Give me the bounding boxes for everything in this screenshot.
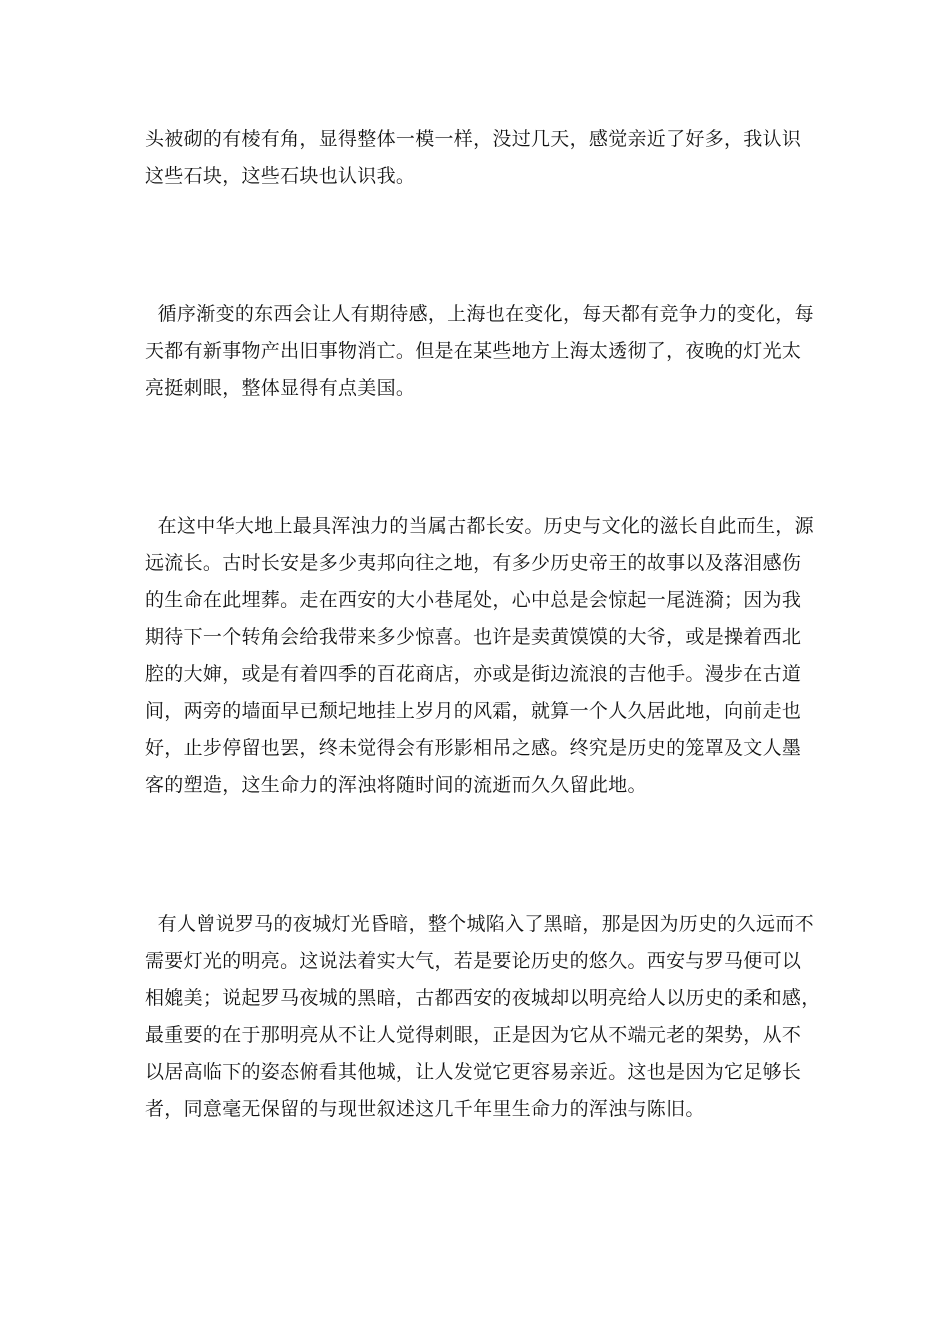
paragraph-2 (145, 296, 814, 407)
text-line: 远流长。古时长安是多少夷邦向往之地，有多少历史帝王的故事以及落泪感伤 (145, 552, 802, 574)
text-line: 这些石块，这些石块也认识我。 (145, 165, 416, 187)
paragraph-3 (145, 508, 814, 804)
text-line: 有人曾说罗马的夜城灯光昏暗，整个城陷入了黑暗，那是因为历史的久远而不 (145, 913, 814, 935)
text-line: 循序渐变的东西会让人有期待感，上海也在变化，每天都有竞争力的变化，每 (145, 303, 814, 325)
text-line: 好，止步停留也罢，终未觉得会有形影相吊之感。终究是历史的笼罩及文人墨 (145, 737, 802, 759)
text-line: 天都有新事物产出旧事物消亡。但是在某些地方上海太透彻了，夜晚的灯光太 (145, 340, 802, 362)
text-line: 最重要的在于那明亮从不让人觉得刺眼，正是因为它从不端元老的架势，从不 (145, 1024, 802, 1046)
text-line: 者，同意毫无保留的与现世叙述这几千年里生命力的浑浊与陈旧。 (145, 1098, 705, 1120)
text-line: 腔的大婶，或是有着四季的百花商店，亦或是街边流浪的吉他手。漫步在古道 (145, 663, 802, 685)
text-line: 需要灯光的明亮。这说法着实大气，若是要论历史的悠久。西安与罗马便可以 (145, 950, 802, 972)
text-line: 相媲美；说起罗马夜城的黑暗，古都西安的夜城却以明亮给人以历史的柔和感， (145, 987, 821, 1009)
paragraph-1 (145, 121, 810, 195)
text-line: 在这中华大地上最具浑浊力的当属古都长安。历史与文化的滋长自此而生，源 (145, 515, 814, 537)
text-line: 以居高临下的姿态俯看其他城，让人发觉它更容易亲近。这也是因为它足够长 (145, 1061, 802, 1083)
text-line: 亮挺刺眼，整体显得有点美国。 (145, 377, 416, 399)
text-line: 间，两旁的墙面早已颓圮地挂上岁月的风霜，就算一个人久居此地，向前走也 (145, 700, 802, 722)
text-line: 期待下一个转角会给我带来多少惊喜。也许是卖黄馍馍的大爷，或是操着西北 (145, 626, 802, 648)
text-line: 的生命在此埋葬。走在西安的大小巷尾处，心中总是会惊起一尾涟漪；因为我 (145, 589, 802, 611)
text-line: 客的塑造，这生命力的浑浊将随时间的流逝而久久留此地。 (145, 774, 647, 796)
paragraph-4 (145, 906, 821, 1128)
text-line: 头被砌的有棱有角，显得整体一模一样，没过几天，感觉亲近了好多，我认识 (145, 128, 802, 150)
